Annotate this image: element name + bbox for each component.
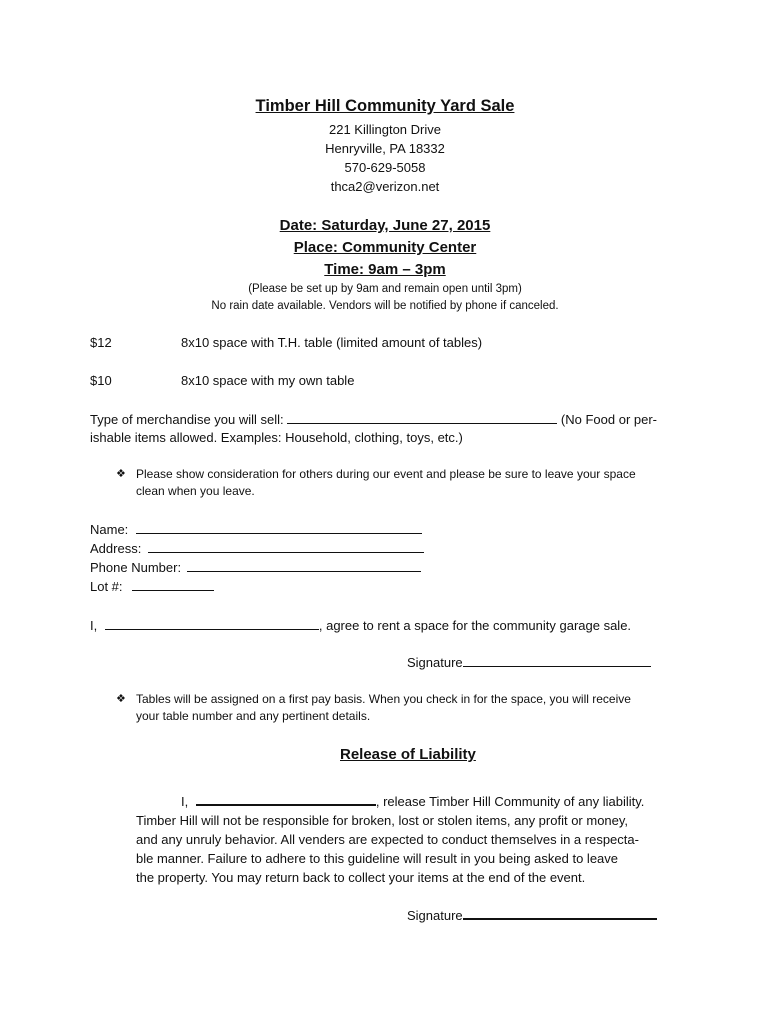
event-date: Date: Saturday, June 27, 2015	[279, 217, 491, 234]
liability-text-3: and any unruly behavior. All venders are expected to conduct themselves in a respecta-	[136, 832, 639, 847]
price-10: $10	[90, 373, 112, 388]
agreement-text: , agree to rent a space for the community garage sale.	[318, 618, 632, 633]
event-time: Time: 9am – 3pm	[324, 261, 446, 278]
signature-line-1[interactable]	[463, 654, 651, 667]
lot-row	[90, 578, 214, 594]
tables-line-1: Tables will be assigned on a first pay basis. When you check in for the space, you will receive	[136, 692, 631, 706]
address-label: Address:	[90, 541, 142, 556]
agreement-prefix: I,	[90, 618, 98, 633]
signature-line-2[interactable]	[463, 906, 657, 920]
liability-text-2: Timber Hill will not be responsible for broken, lost or stolen items, any profit or money,	[136, 813, 629, 828]
signature-label-1: Signature	[407, 655, 463, 670]
merchandise-input-line[interactable]	[287, 411, 557, 424]
liability-name-line[interactable]	[196, 792, 376, 806]
merchandise-suffix: (No Food or per-	[560, 412, 657, 427]
liability-text-5: the property. You may return back to collect your items at the end of the event.	[136, 870, 586, 885]
consideration-line-2: clean when you leave.	[136, 484, 255, 498]
setup-note: (Please be set up by 9am and remain open until 3pm)	[248, 283, 522, 295]
merchandise-row	[90, 411, 657, 427]
price-10-desc: 8x10 space with my own table	[181, 373, 355, 388]
name-row	[90, 521, 422, 537]
liability-row	[181, 792, 644, 811]
price-12: $12	[90, 335, 112, 350]
agreement-row	[90, 617, 631, 633]
liability-text-4: ble manner. Failure to adhere to this guideline will result in you being asked to leave	[136, 851, 619, 866]
merchandise-note: ishable items allowed. Examples: Household, clothing, toys, etc.)	[90, 430, 463, 445]
document-title: Timber Hill Community Yard Sale	[255, 97, 515, 115]
liability-prefix: I,	[181, 794, 189, 809]
signature-row-2	[407, 906, 657, 923]
diamond-bullet-icon: ❖	[116, 693, 126, 705]
lot-input-line[interactable]	[132, 578, 214, 591]
event-place: Place: Community Center	[293, 239, 477, 256]
liability-heading: Release of Liability	[340, 746, 476, 763]
liability-text-1: , release Timber Hill Community of any liability.	[375, 794, 645, 809]
name-input-line[interactable]	[136, 521, 422, 534]
email-address: thca2@verizon.net	[330, 179, 440, 194]
price-12-desc: 8x10 space with T.H. table (limited amount of tables)	[181, 335, 483, 350]
phone-number: 570-629-5058	[344, 160, 426, 175]
signature-label-2: Signature	[407, 908, 463, 923]
name-label: Name:	[90, 522, 129, 537]
consideration-line-1: Please show consideration for others during our event and please be sure to leave your space	[136, 467, 636, 481]
signature-row-1	[407, 654, 651, 670]
tables-line-2: your table number and any pertinent details.	[136, 709, 371, 723]
lot-label: Lot #:	[90, 579, 123, 594]
address-row	[90, 540, 424, 556]
diamond-bullet-icon: ❖	[116, 468, 126, 480]
address-line-2: Henryville, PA 18332	[325, 141, 445, 156]
phone-label: Phone Number:	[90, 560, 182, 575]
phone-input-line[interactable]	[187, 559, 421, 572]
address-input-line[interactable]	[148, 540, 424, 553]
rain-note: No rain date available. Vendors will be notified by phone if canceled.	[211, 300, 559, 312]
address-line-1: 221 Killington Drive	[328, 122, 441, 137]
agreement-name-line[interactable]	[105, 617, 319, 630]
phone-row	[90, 559, 421, 575]
merchandise-label: Type of merchandise you will sell:	[90, 412, 284, 427]
